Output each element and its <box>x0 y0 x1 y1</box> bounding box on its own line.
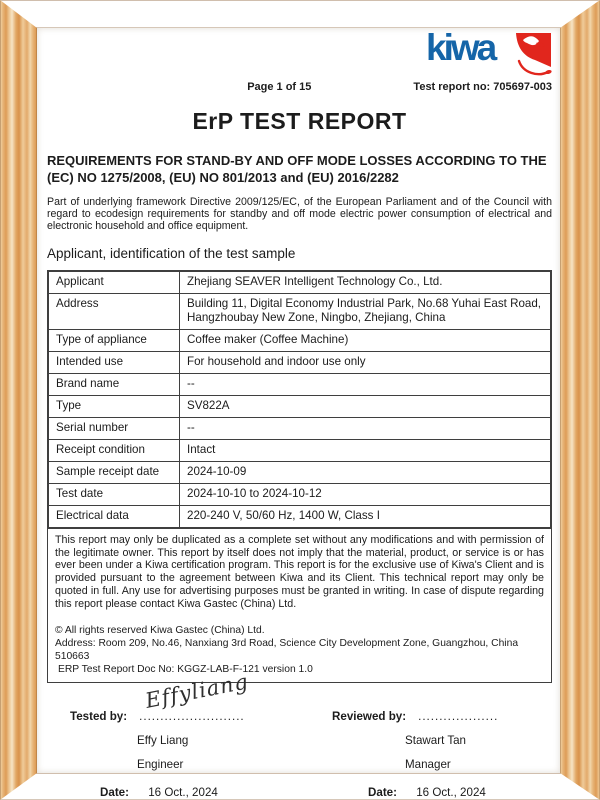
table-row <box>49 373 551 395</box>
row-value: 2024-10-10 to 2024-10-12 <box>180 483 551 505</box>
kiwa-logo-text: kiwa <box>426 27 495 68</box>
date-label: Date: <box>100 786 129 800</box>
address-line: Address: Room 209, No.46, Nanxiang 3rd Road, Science City Development Zone, Guangzhou, China 510663 <box>55 638 519 663</box>
row-value: For household and indoor use only <box>180 351 551 373</box>
wood-frame-right <box>560 0 600 800</box>
row-label: Sample receipt date <box>49 461 180 483</box>
reviewed-title: Manager <box>405 758 451 772</box>
row-label: Serial number <box>49 417 180 439</box>
row-label: Type <box>49 395 180 417</box>
table-row <box>49 329 551 351</box>
reviewed-by-line <box>332 710 552 723</box>
row-value: Coffee maker (Coffee Machine) <box>180 329 551 351</box>
row-value: Building 11, Digital Economy Industrial Park, No.68 Yuhai East Road, Hangzhoubay New Zone, Ningbo, Zhejiang, China <box>180 293 551 329</box>
test-report-number: Test report no: 705697-003 <box>413 81 552 93</box>
reviewed-name: Stawart Tan <box>405 734 467 748</box>
kiwa-logo <box>424 27 552 79</box>
logo-row <box>47 27 552 78</box>
meta-row <box>47 81 552 95</box>
table-row <box>49 271 551 293</box>
row-value: Zhejiang SEAVER Intelligent Technology Co., Ltd. <box>180 271 551 293</box>
row-label: Type of appliance <box>49 329 180 351</box>
footer-lines <box>55 624 544 676</box>
row-value: Intact <box>180 439 551 461</box>
report-box <box>47 270 552 683</box>
row-label: Address <box>49 293 180 329</box>
reviewed-signature-line <box>418 710 498 723</box>
table-row <box>49 483 551 505</box>
reviewed-by-block <box>332 710 552 799</box>
row-label: Test date <box>49 483 180 505</box>
section-heading: Applicant, identification of the test sample <box>47 245 296 261</box>
row-value: -- <box>180 373 551 395</box>
requirements-heading: REQUIREMENTS FOR STAND-BY AND OFF MODE LOSSES ACCORDING TO THE (EC) NO 1275/2008, (EU) NO 801/2013 and (EU) 2016/2282 <box>47 153 547 185</box>
table-row <box>49 461 551 483</box>
reviewed-date-line <box>332 786 552 799</box>
row-value: SV822A <box>180 395 551 417</box>
page-number: Page 1 of 15 <box>247 81 312 93</box>
signature-icon <box>141 669 261 720</box>
table-row <box>49 293 551 329</box>
dotted-line: ................... <box>418 710 499 724</box>
tested-date-value: 16 Oct., 2024 <box>148 786 218 800</box>
row-label: Applicant <box>49 271 180 293</box>
row-value: 220-240 V, 50/60 Hz, 1400 W, Class I <box>180 505 551 527</box>
table-row <box>49 351 551 373</box>
reviewed-date-value: 16 Oct., 2024 <box>416 786 486 800</box>
reviewed-by-label: Reviewed by: <box>332 710 407 724</box>
tested-date-line <box>70 786 332 799</box>
tested-name: Effy Liang <box>137 734 189 748</box>
table-row <box>49 439 551 461</box>
row-label: Receipt condition <box>49 439 180 461</box>
tested-title: Engineer <box>137 758 184 772</box>
wood-frame-left <box>0 0 37 800</box>
wood-frame-top <box>0 0 600 28</box>
dotted-line: ......................... <box>139 710 245 724</box>
date-label: Date: <box>368 786 397 800</box>
table-row <box>49 417 551 439</box>
svg-text:Effyliang: Effyliang <box>143 669 251 713</box>
table-row <box>49 395 551 417</box>
intro-paragraph: Part of underlying framework Directive 2009/125/EC, of the European Parliament and of the Council with regard to ecodesign requirements for standby and off mode electric power consumption of electrical and electronic household and office equipment. <box>47 196 552 233</box>
report-page <box>37 27 560 800</box>
sample-table <box>48 271 551 528</box>
row-value: -- <box>180 417 551 439</box>
disclaimer-cell <box>48 528 551 682</box>
row-label: Intended use <box>49 351 180 373</box>
tested-signature-line <box>139 669 251 724</box>
row-value: 2024-10-09 <box>180 461 551 483</box>
tested-by-label: Tested by: <box>70 710 128 724</box>
row-label: Brand name <box>49 373 180 395</box>
row-label: Electrical data <box>49 505 180 527</box>
table-row <box>49 505 551 527</box>
page-title: ErP TEST REPORT <box>192 108 407 134</box>
doc-number-line: ERP Test Report Doc No: KGGZ-LAB-F-121 version 1.0 <box>58 664 313 676</box>
copyright-line: © All rights reserved Kiwa Gastec (China) Ltd. <box>55 625 265 637</box>
disclaimer-text: This report may only be duplicated as a complete set without any modifications and with permission of the legitimate owner. This report by itself does not imply that the material, product, or service is or has ever been under a Kiwa certification program. This report is for the exclusive use of Kiwa's Client and is provided pursuant to the agreement between Kiwa and its Client. This technical report may only be quoted in full. Any use for advertising purposes must be granted in writing. In case of dispute regarding this report please contact Kiwa Gastec (China) Ltd. <box>55 533 544 611</box>
